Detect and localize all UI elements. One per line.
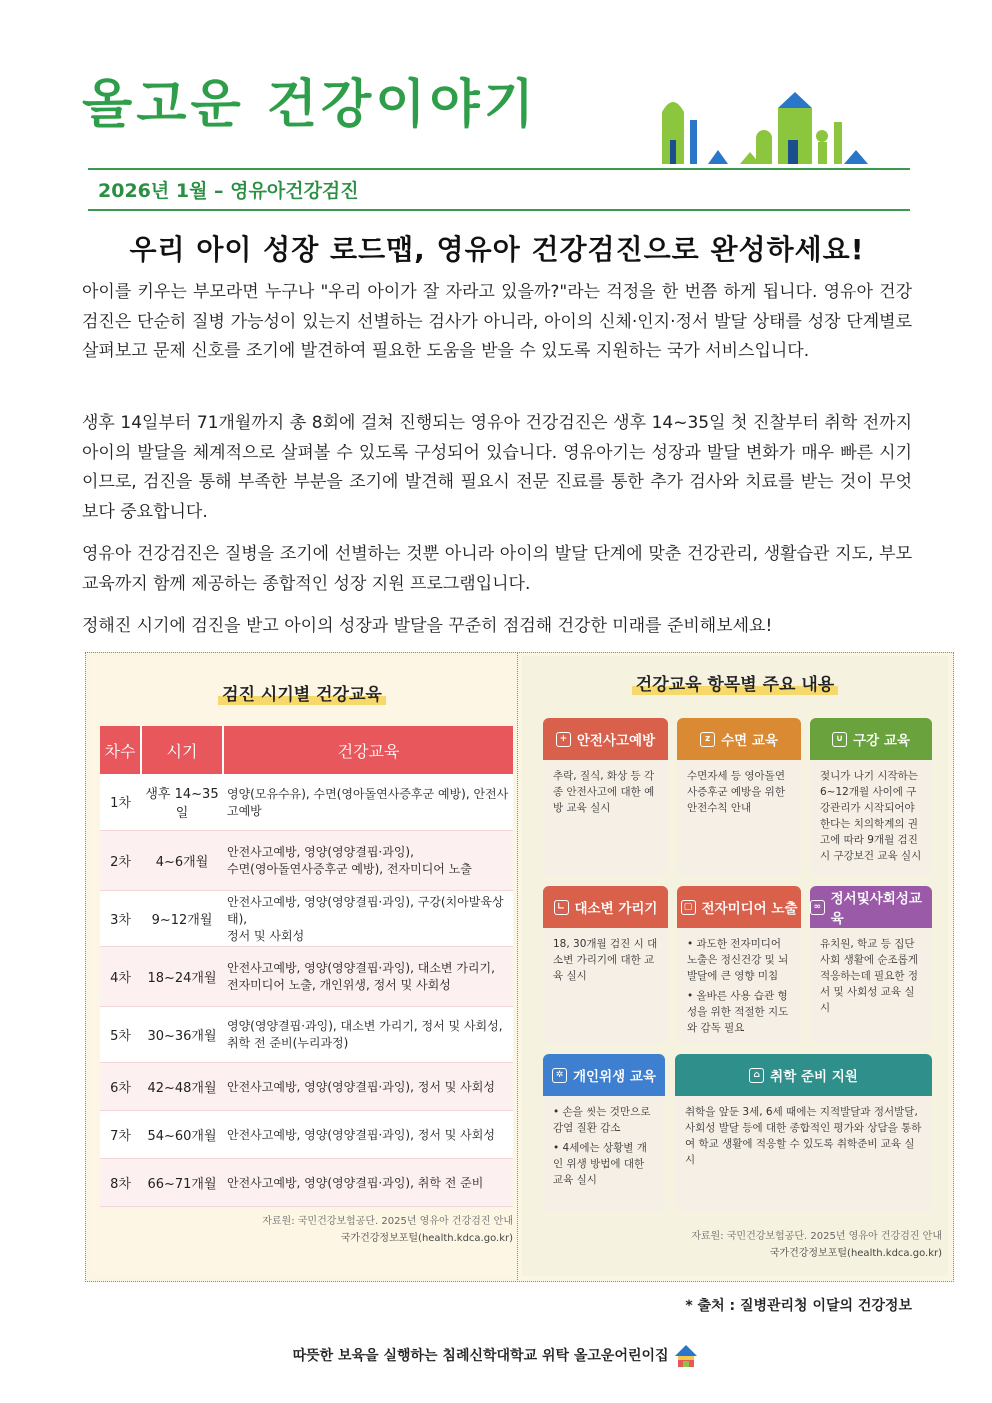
topic-card-text: • 4세에는 상황별 개인 위생 방법에 대한 교육 실시 bbox=[553, 1142, 647, 1186]
education-line: 취학 전 준비(누리과정) bbox=[227, 1036, 349, 1050]
topic-card-label: 정서및사회성교육 bbox=[830, 891, 922, 927]
footer-label: 따뜻한 보육을 실행하는 침례신학대학교 위탁 올고운어린이집 bbox=[292, 1348, 669, 1364]
education-line: 안전사고예방, 영양(영양결핍·과잉), 정서 및 사회성 bbox=[227, 1127, 495, 1142]
table-row bbox=[100, 946, 513, 1006]
period-cell: 66~71개월 bbox=[141, 1158, 223, 1206]
period-cell: 42~48개월 bbox=[141, 1062, 223, 1110]
education-cell bbox=[223, 1006, 513, 1062]
topic-card-header bbox=[675, 1054, 932, 1096]
education-line: 안전사고예방, 영양(영양결핍·과잉), 구강(치아발육상태), bbox=[227, 894, 504, 926]
footer-text bbox=[0, 1343, 992, 1369]
schedule-title: 검진 시기별 건강교육 bbox=[90, 680, 514, 705]
sleep-icon: z bbox=[700, 732, 715, 747]
education-line: 안전사고예방, 영양(영양결핍·과잉), 정서 및 사회성 bbox=[227, 1079, 495, 1094]
topic-card-body bbox=[675, 1096, 932, 1180]
period-cell: 9~12개월 bbox=[141, 890, 223, 946]
education-cell bbox=[223, 890, 513, 946]
topic-card-header bbox=[810, 718, 932, 760]
masthead-title: 올고운 건강이야기 bbox=[82, 75, 538, 135]
round-cell: 4차 bbox=[100, 946, 141, 1006]
topic-card bbox=[677, 886, 801, 1044]
table-row bbox=[100, 830, 513, 890]
round-cell: 3차 bbox=[100, 890, 141, 946]
article-paragraph: 아이를 키우는 부모라면 누구나 "우리 아이가 잘 자라고 있을까?"라는 걱정을 한 번쯤 하게 됩니다. 영유아 건강검진은 단순히 질병 가능성이 있는지 선별하는 검사가 아니라, 아이의 신체·인지·정서 발달 상태를 성장 단계별로 살펴보고 문제 신호를 조기에 발견하여 필요한 도움을 받을 수 있도록 지원하는 국가 서비스입니다. bbox=[82, 282, 912, 361]
topic-card-body bbox=[543, 760, 668, 828]
topic-card-label: 개인위생 교육 bbox=[573, 1069, 656, 1085]
header-rule-top bbox=[88, 168, 910, 170]
topic-card bbox=[675, 1054, 932, 1212]
topic-card-label: 안전사고예방 bbox=[576, 733, 656, 749]
topic-card bbox=[543, 718, 668, 876]
topic-card-text: 젖니가 나기 시작하는 6~12개월 사이에 구강관리가 시작되어야 한다는 치의학계의 권고에 따라 9개월 검진시 구강보건 교육 실시 bbox=[820, 770, 922, 862]
education-cell bbox=[223, 830, 513, 890]
topic-card-label: 전자미디어 노출 bbox=[701, 901, 798, 917]
period-cell: 4~6개월 bbox=[141, 830, 223, 890]
education-line: 안전사고예방, 영양(영양결핍·과잉), 대소변 가리기, bbox=[227, 961, 495, 975]
footnote-source: * 출처 : 질병관리청 이달의 건강정보 bbox=[685, 1298, 912, 1314]
topic-card-text: 18, 30개월 검진 시 대소변 가리기에 대한 교육 실시 bbox=[553, 938, 658, 982]
education-line: 전자미디어 노출, 개인위생, 정서 및 사회성 bbox=[227, 978, 451, 992]
topic-card-label: 수면 교육 bbox=[721, 733, 778, 749]
topics-title: 건강교육 항목별 주요 내용 bbox=[522, 670, 948, 695]
topic-card-text: 취학을 앞둔 3세, 6세 때에는 지적발달과 정서발달, 사회성 발달 등에 대한 종합적인 평가와 상담을 통하여 학교 생활에 적응할 수 있도록 취학준비 교육 실시 bbox=[685, 1106, 922, 1166]
topic-card bbox=[810, 886, 932, 1044]
education-cell bbox=[223, 774, 513, 830]
topic-card-text: • 과도한 전자미디어 노출은 정신건강 및 뇌발달에 큰 영향 미침 bbox=[687, 938, 789, 982]
topic-card-body bbox=[543, 1096, 665, 1200]
topic-card bbox=[810, 718, 932, 876]
article-paragraph: 정해진 시기에 검진을 받고 아이의 성장과 발달을 꾸준히 점검해 건강한 미래를 준비해보세요! bbox=[82, 616, 773, 636]
table-header-round: 차수 bbox=[100, 726, 141, 774]
education-cell bbox=[223, 1158, 513, 1206]
table-row bbox=[100, 1006, 513, 1062]
education-cell bbox=[223, 1110, 513, 1158]
education-line: 영양(영양결핍·과잉), 대소변 가리기, 정서 및 사회성, bbox=[227, 1019, 503, 1033]
topic-card-header bbox=[543, 886, 668, 928]
issue-subtitle: 2026년 1월 – 영유아건강검진 bbox=[98, 180, 359, 202]
round-cell: 1차 bbox=[100, 774, 141, 830]
topic-card-body bbox=[543, 928, 668, 996]
education-cell bbox=[223, 1062, 513, 1110]
round-cell: 5차 bbox=[100, 1006, 141, 1062]
topic-card-header bbox=[677, 886, 801, 928]
tablet-icon: ▢ bbox=[681, 900, 696, 915]
topic-card-text: 유치원, 학교 등 집단 사회 생활에 순조롭게 적응하는데 필요한 정서 및 사회성 교육 실시 bbox=[820, 938, 918, 1014]
topic-card-label: 구강 교육 bbox=[853, 733, 910, 749]
round-cell: 8차 bbox=[100, 1158, 141, 1206]
period-cell: 30~36개월 bbox=[141, 1006, 223, 1062]
table-header-education: 건강교육 bbox=[223, 726, 513, 774]
house-icon bbox=[673, 1343, 699, 1369]
period-cell: 생후 14~35일 bbox=[141, 774, 223, 830]
first-aid-icon: + bbox=[556, 732, 571, 747]
table-row bbox=[100, 890, 513, 946]
topic-card bbox=[543, 1054, 665, 1212]
header-rule-bottom bbox=[88, 209, 910, 211]
topic-card-header bbox=[543, 718, 668, 760]
article-paragraph: 생후 14일부터 71개월까지 총 8회에 걸쳐 진행되는 영유아 건강검진은 생후 14~35일 첫 진찰부터 취학 전까지 아이의 발달을 체계적으로 살펴볼 수 있도록 구성되어 있습니다. 영유아기는 성장과 발달 변화가 매우 빠른 시기이므로, 검진을 통해 부족한 부분을 조기에 발견해 필요시 전문 진료를 통한 추가 검사와 치료를 받는 것이 무엇보다 중요합니다. bbox=[82, 413, 912, 522]
education-line: 정서 및 사회성 bbox=[227, 928, 305, 943]
source-line: 국가건강정보포털(health.kdca.go.kr) bbox=[340, 1233, 513, 1244]
tooth-icon: ∪ bbox=[832, 732, 847, 747]
round-cell: 6차 bbox=[100, 1062, 141, 1110]
education-line: 수면(영아돌연사증후군 예방), 전자미디어 노출 bbox=[227, 862, 472, 876]
topic-card-label: 취학 준비 지원 bbox=[770, 1069, 858, 1085]
period-cell: 18~24개월 bbox=[141, 946, 223, 1006]
education-line: 안전사고예방, 영양(영양결핍·과잉), bbox=[227, 845, 414, 859]
topic-card bbox=[677, 718, 801, 876]
education-line: 영양(모유수유), 수면(영아돌연사증후군 예방), 안전사고예방 bbox=[227, 786, 509, 818]
table-row bbox=[100, 774, 513, 830]
topic-card-header bbox=[543, 1054, 665, 1096]
round-cell: 2차 bbox=[100, 830, 141, 890]
topic-card-label: 대소변 가리기 bbox=[574, 901, 658, 917]
period-cell: 54~60개월 bbox=[141, 1110, 223, 1158]
table-row bbox=[100, 1158, 513, 1206]
article-paragraph: 영유아 건강검진은 질병을 조기에 선별하는 것뿐 아니라 아이의 발달 단계에 맞춘 건강관리, 생활습관 지도, 부모 교육까지 함께 제공하는 종합적인 성장 지원 프로그램입니다. bbox=[82, 544, 912, 594]
source-line: 국가건강정보포털(health.kdca.go.kr) bbox=[769, 1248, 942, 1259]
article-headline: 우리 아이 성장 로드맵, 영유아 건강검진으로 완성하세요! bbox=[129, 233, 865, 266]
topic-card-body bbox=[677, 928, 801, 1044]
topic-card-body bbox=[677, 760, 801, 828]
source-line: 자료원: 국민건강보험공단. 2025년 영유아 건강검진 안내 bbox=[691, 1231, 942, 1242]
school-icon: ⌂ bbox=[749, 1068, 764, 1083]
table-header-period: 시기 bbox=[141, 726, 223, 774]
schedule-source bbox=[100, 1213, 513, 1247]
schedule-table bbox=[100, 726, 513, 1207]
source-line: 자료원: 국민건강보험공단. 2025년 영유아 건강검진 안내 bbox=[262, 1216, 513, 1227]
topic-card bbox=[543, 886, 668, 1044]
people-icon: ∞ bbox=[810, 900, 825, 915]
topic-card-header bbox=[677, 718, 801, 760]
table-row bbox=[100, 1062, 513, 1110]
potty-icon: ∟ bbox=[554, 900, 569, 915]
topic-card-text: 수면자세 등 영아돌연사증후군 예방을 위한 안전수칙 안내 bbox=[687, 770, 785, 814]
panel-divider bbox=[517, 652, 519, 1280]
topic-card-header bbox=[810, 886, 932, 928]
round-cell: 7차 bbox=[100, 1110, 141, 1158]
education-line: 안전사고예방, 영양(영양결핍·과잉), 취학 전 준비 bbox=[227, 1175, 484, 1190]
topic-card-text: • 올바른 사용 습관 형성을 위한 적절한 지도와 감독 필요 bbox=[687, 990, 789, 1034]
table-row bbox=[100, 1110, 513, 1158]
germ-icon: ✲ bbox=[552, 1068, 567, 1083]
topic-card-text: • 손을 씻는 것만으로 감염 질환 감소 bbox=[553, 1106, 651, 1134]
topic-card-body bbox=[810, 760, 932, 876]
education-cell bbox=[223, 946, 513, 1006]
buildings-illustration bbox=[660, 90, 870, 166]
topics-source bbox=[530, 1228, 942, 1262]
topic-card-text: 추락, 질식, 화상 등 각종 안전사고에 대한 예방 교육 실시 bbox=[553, 770, 655, 814]
topic-card-body bbox=[810, 928, 932, 1028]
